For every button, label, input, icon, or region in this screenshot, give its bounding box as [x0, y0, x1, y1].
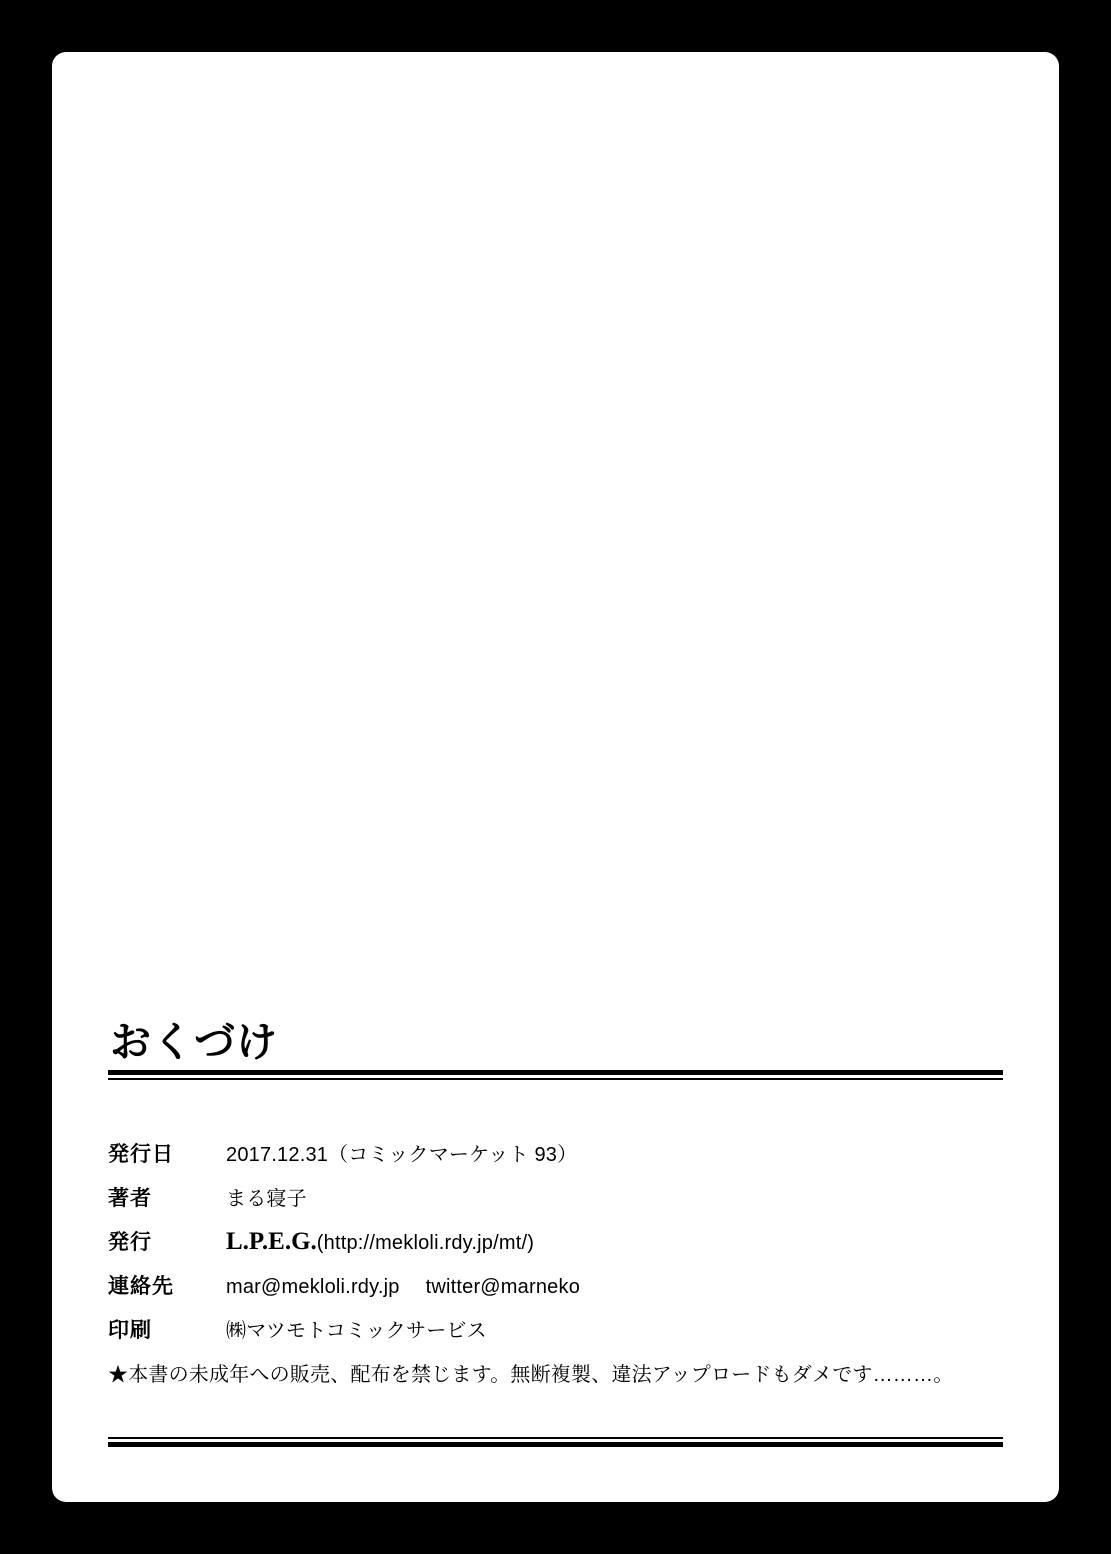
- table-row: [108, 1138, 1003, 1182]
- page-sheet: [52, 52, 1059, 1502]
- row-label-contact: 連絡先: [108, 1275, 174, 1298]
- row-value-publish-date: 2017.12.31（コミックマーケット 93）: [226, 1144, 578, 1166]
- contact-twitter[interactable]: twitter@marneko: [425, 1276, 581, 1298]
- colophon-bottom-rules: [108, 1437, 1003, 1447]
- rule-thin-top: [108, 1078, 1003, 1080]
- legal-notice: ★本書の未成年への販売、配布を禁じます。無断複製、違法アップロードもダメです………。: [108, 1364, 954, 1386]
- table-row: [108, 1182, 1003, 1226]
- table-row: [108, 1358, 1003, 1401]
- rule-thick-top: [108, 1070, 1003, 1075]
- lpeg-logo: L.P.E.G.: [226, 1228, 317, 1255]
- row-value-author: まる寝子: [226, 1188, 307, 1210]
- table-row: [108, 1270, 1003, 1314]
- rule-thin-bottom: [108, 1437, 1003, 1439]
- row-value-contact: [226, 1270, 1003, 1314]
- row-label-author: 著者: [108, 1187, 152, 1210]
- table-row: [108, 1226, 1003, 1270]
- row-label-printer: 印刷: [108, 1319, 152, 1342]
- colophon-top-rules: [108, 1070, 1003, 1080]
- row-label-publisher: 発行: [108, 1231, 152, 1254]
- colophon-title: おくづけ: [110, 1018, 278, 1065]
- rule-thick-bottom: [108, 1442, 1003, 1447]
- row-value-publisher: [226, 1226, 1003, 1270]
- publisher-url[interactable]: (http://mekloli.rdy.jp/mt/): [316, 1232, 535, 1254]
- colophon-info-table: [108, 1138, 1003, 1401]
- table-row: [108, 1314, 1003, 1358]
- row-value-printer: ㈱マツモトコミックサービス: [226, 1320, 487, 1342]
- colophon-block: [108, 1018, 1003, 1450]
- row-label-publish-date: 発行日: [108, 1143, 174, 1166]
- contact-email[interactable]: mar@mekloli.rdy.jp: [226, 1276, 400, 1298]
